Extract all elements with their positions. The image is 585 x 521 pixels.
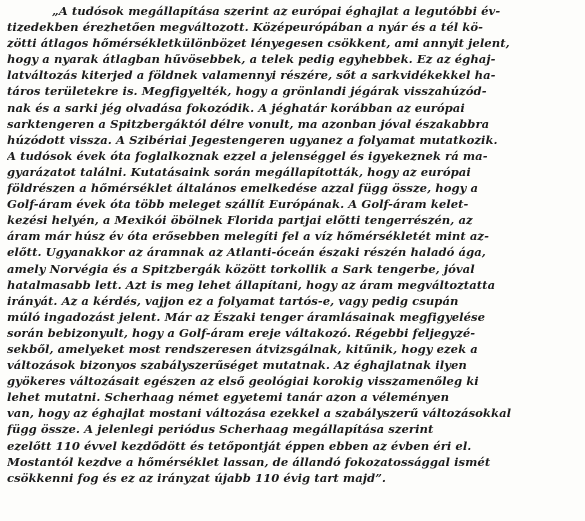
text-line: sarktengeren a Spitzbergáktól délre vonult, ma azonban jóval északabbra bbox=[7, 116, 490, 131]
text-line: latváltozás kiterjed a földnek valamennyi részére, sőt a sarkvidékekkel ha- bbox=[7, 68, 496, 83]
text-line: zötti átlagos hőmérsékletkülönbözet lényegesen csökkent, ami annyit jelent, bbox=[7, 36, 510, 51]
text-line: előtt. Ugyanakkor az áramnak az Atlanti-óceán északi részén haladó ága, bbox=[7, 245, 486, 260]
text-line: Golf-áram évek óta több meleget szállít Európának. A Golf-áram kelet- bbox=[7, 197, 469, 212]
text-line: hogy a nyarak átlagban hűvösebbek, a telek pedig egyhebbek. Ez az éghaj- bbox=[7, 52, 496, 67]
article-body bbox=[7, 3, 579, 486]
text-line: irányát. Az a kérdés, vajjon ez a folyamat tartós-e, vagy pedig csupán bbox=[7, 293, 459, 308]
text-line: húzódott vissza. A Szibériai Jegestengeren ugyanez a folyamat mutatkozik. bbox=[7, 132, 498, 147]
text-line: Mostantól kezdve a hőmérséklet lassan, de állandó fokozatossággal ismét bbox=[7, 454, 491, 469]
text-line: gyökeres változásait egészen az első geológiai korokig visszamenőleg ki bbox=[7, 374, 479, 389]
text-line: áram már húsz év óta erősebben melegíti fel a víz hőmérsékletét mint az- bbox=[7, 229, 489, 244]
text-line: amely Norvégia és a Spitzbergák között torkollik a Sark tengerbe, jóval bbox=[7, 261, 475, 276]
text-line: tizedekben érezhetően megváltozott. Középeurópában a nyár és a tél kö- bbox=[7, 20, 484, 35]
text-line: változások bizonyos szabályszerűséget mutatnak. Az éghajlatnak ilyen bbox=[7, 358, 467, 373]
text-line: hatalmasabb lett. Azt is meg lehet állapítani, hogy az áram megváltoztatta bbox=[7, 277, 496, 292]
text-line: ezelőtt 110 évvel kezdődött és tetőpontját éppen ebben az évben éri el. bbox=[7, 438, 472, 453]
text-line: függ össze. A jelenlegi periódus Scherhaag megállapítása szerint bbox=[7, 422, 434, 437]
text-line: A tudósok évek óta foglalkoznak ezzel a jelenséggel és igyekeznek rá ma- bbox=[7, 148, 488, 163]
text-line: földrészen a hőmérséklet általános emelkedése azzal függ össze, hogy a bbox=[7, 181, 479, 196]
text-line: múló ingadozást jelent. Már az Északi tenger áramlásainak megfigyelése bbox=[7, 309, 486, 324]
text-line: lehet mutatni. Scherhaag német egyetemi tanár azon a véleményen bbox=[7, 390, 450, 405]
text-line: van, hogy az éghajlat mostani változása ezekkel a szabályszerű változásokkal bbox=[7, 406, 512, 421]
text-line: gyarázatot találni. Kutatásaink során megállapították, hogy az európai bbox=[7, 164, 471, 179]
text-line: csökkenni fog és ez az irányzat újabb 110 évig tart majd”. bbox=[7, 470, 387, 485]
text-line: nak és a sarki jég olvadása fokozódik. A jéghatár korábban az európai bbox=[7, 100, 465, 115]
text-line: kezési helyén, a Mexikói öbölnek Florida partjai előtti tengerrészén, az bbox=[7, 213, 473, 228]
text-line: táros területekre is. Megfigyelték, hogy a grönlandi jégárak visszahúzód- bbox=[7, 84, 487, 99]
text-line: során bebizonyult, hogy a Golf-áram ereje váltakozó. Régebbi feljegyzé- bbox=[7, 325, 476, 340]
text-line: sekből, amelyeket most rendszeresen átvizsgálnak, kitűnik, hogy ezek a bbox=[7, 341, 478, 356]
text-line: „A tudósok megállapítása szerint az európai éghajlat a legutóbbi év- bbox=[52, 4, 501, 18]
